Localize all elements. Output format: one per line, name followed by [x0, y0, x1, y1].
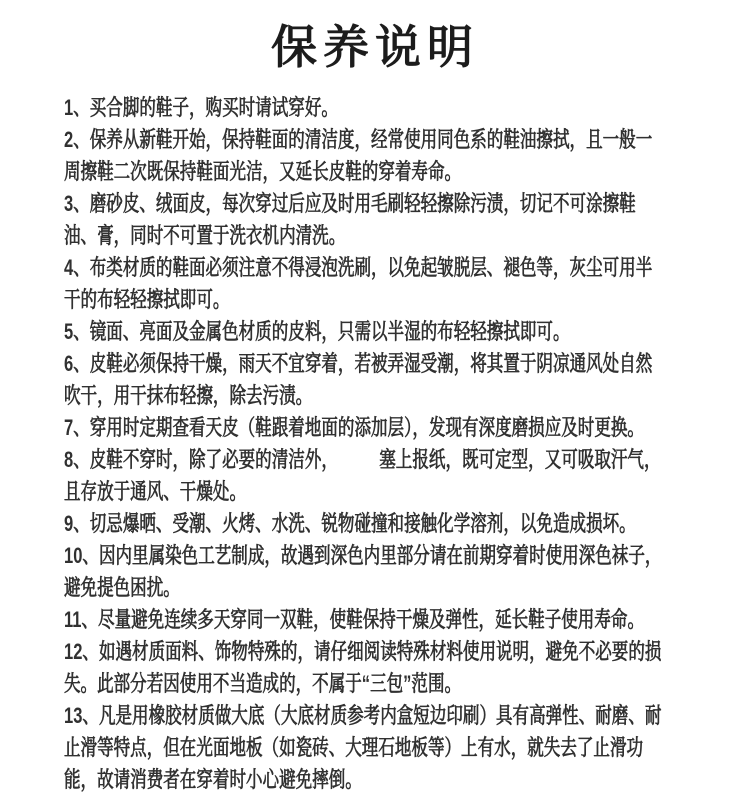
care-instruction-item-9: 9、切忌爆晒、受潮、火烤、水洗、锐物碰撞和接触化学溶剂，以免造成损坏。	[64, 511, 636, 536]
care-instruction-item-12: 12、如遇材质面料、饰物特殊的，请仔细阅读特殊材料使用说明，避免不必要的损失。此部分若因使用不当造成的，不属于“三包”范围。	[64, 639, 662, 696]
care-instruction-item-4: 4、布类材质的鞋面必须注意不得浸泡洗刷，以免起皱脱层、褪色等，灰尘可用半干的布轻轻擦拭即可。	[64, 255, 653, 312]
page-title: 保养说明	[271, 20, 479, 74]
care-instruction-item-6: 6、皮鞋必须保持干燥，雨天不宜穿着，若被弄湿受潮，将其置于阴凉通风处自然吹干，用干抹布轻擦，除去污渍。	[64, 351, 653, 408]
care-instruction-item-5: 5、镜面、亮面及金属色材质的皮料，只需以半湿的布轻轻擦拭即可。	[64, 319, 570, 344]
care-instruction-item-2: 2、保养从新鞋开始，保持鞋面的清洁度，经常使用同色系的鞋油擦拭，且一般一周擦鞋二次既保持鞋面光洁，又延长皮鞋的穿着寿命。	[64, 127, 653, 184]
care-instruction-item-8: 8、皮鞋不穿时，除了必要的清洁外， 塞上报纸，既可定型，又可吸取汗气，且存放于通风、干燥处。	[64, 447, 661, 504]
care-instruction-item-10: 10、因内里属染色工艺制成，故遇到深色内里部分请在前期穿着时使用深色袜子，避免提色困扰。	[64, 543, 662, 600]
care-instructions-list	[64, 92, 664, 796]
care-instruction-item-7: 7、穿用时定期查看天皮（鞋跟着地面的添加层），发现有深度磨损应及时更换。	[64, 415, 644, 440]
care-instruction-item-11: 11、尽量避免连续多天穿同一双鞋，使鞋保持干燥及弹性，延长鞋子使用寿命。	[64, 607, 644, 632]
care-instruction-item-3: 3、磨砂皮、绒面皮，每次穿过后应及时用毛刷轻轻擦除污渍，切记不可涂擦鞋油、膏，同时不可置于洗衣机内清洗。	[64, 191, 636, 248]
care-instruction-item-13: 13、凡是用橡胶材质做大底（大底材质参考内盒短边印刷）具有高弹性、耐磨、耐止滑等特点，但在光面地板（如瓷砖、大理石地板等）上有水，就失去了止滑功能，故请消费者在穿着时小心避免摔倒。	[64, 703, 662, 792]
care-instruction-item-1: 1、买合脚的鞋子，购买时请试穿好。	[64, 95, 338, 120]
